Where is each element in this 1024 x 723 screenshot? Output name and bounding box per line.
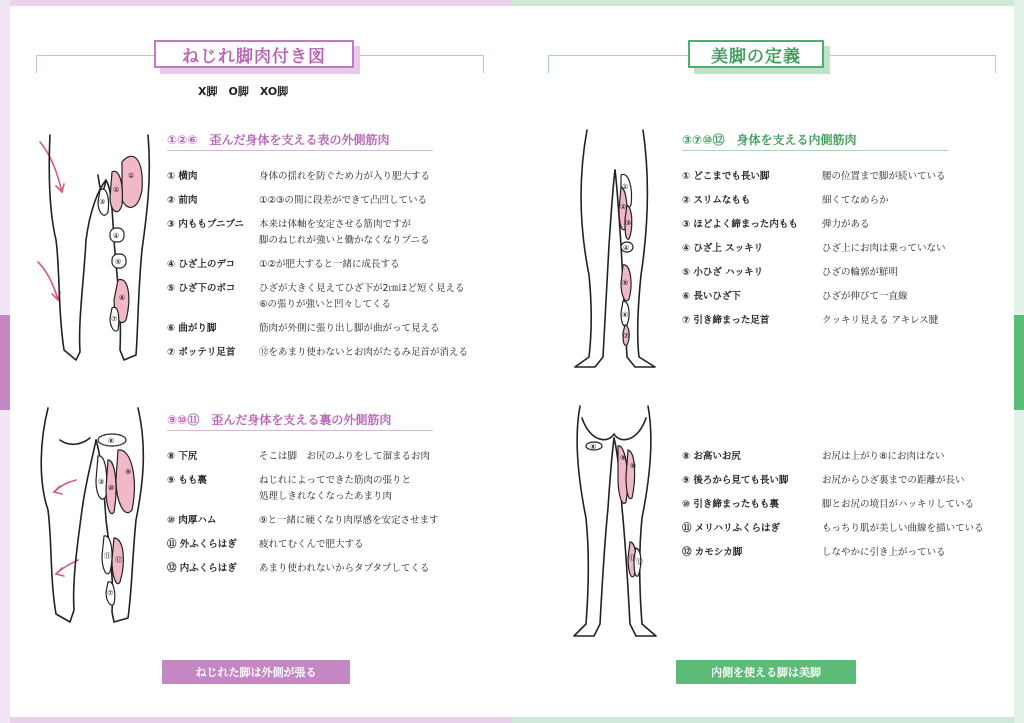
right-back-item [682, 522, 1002, 535]
right-footer-banner: 内側を使える脚は美脚 [676, 660, 856, 684]
item-label: ⑤ 小ひざ ハッキリ [682, 267, 764, 278]
figure-marker: ④ [113, 232, 120, 240]
right-back-item [682, 450, 1002, 463]
right-title-rule-tick [995, 55, 996, 73]
item-label: ⑩ 肉厚ハム [167, 515, 217, 526]
item-desc: ひざが伸びて一直線 [822, 291, 908, 302]
left-front-item [167, 346, 497, 359]
figure-marker: ⑦ [111, 315, 118, 323]
figure-marker: ⑫ [115, 556, 122, 564]
item-desc: 疲れてむくんで肥大する [259, 539, 364, 550]
right-front-heading: ③⑦⑩⑫ 身体を支える内側筋肉 [682, 133, 857, 147]
figure-marker: ⑩ [108, 484, 115, 492]
item-desc: お尻は上がり⑧にお肉はない [822, 451, 945, 462]
top-bar-right [512, 0, 1024, 6]
item-desc: もっちり肌が美しい曲線を描いている [822, 523, 984, 534]
item-desc: そこは脚 お尻のふりをして溜まるお肉 [259, 451, 431, 462]
left-front-item [167, 322, 497, 335]
item-label: ③ 内ももプニプニ [167, 219, 244, 230]
item-label: ⑥ 長いひざ下 [682, 291, 741, 302]
left-front-item [167, 282, 497, 312]
leg-types-label: X脚 O脚 XO脚 [198, 85, 289, 98]
item-desc: ①②が肥大すると一緒に成長する [259, 259, 400, 270]
top-bar-left [0, 0, 512, 6]
item-desc: ひざの輪郭が鮮明 [822, 267, 899, 278]
right-title-rule-tick [548, 55, 549, 73]
item-desc: ひざ上にお肉は乗っていない [822, 243, 946, 254]
right-back-item [682, 498, 1002, 511]
figure-marker: ⑥ [119, 294, 126, 302]
figure-marker: ④ [623, 244, 630, 252]
item-label: ③ ほどよく締まった内もも [682, 219, 798, 230]
figure-marker: ② [113, 186, 120, 194]
left-footer-banner: ねじれた脚は外側が張る [162, 660, 350, 684]
item-desc: 腰の位置まで脚が続いている [822, 171, 946, 182]
item-label: ① どこまでも長い脚 [682, 171, 770, 182]
left-front-heading-rule [167, 150, 433, 151]
muscle-10-ideal [626, 450, 635, 499]
left-back-heading-rule [167, 430, 433, 431]
figure-marker: ⑪ [104, 552, 111, 560]
figure-marker: ③ [98, 478, 105, 486]
figure-marker: ⑨ [620, 454, 627, 462]
right-front-item [682, 194, 1002, 207]
left-edge-accent [0, 315, 10, 410]
bottom-bar-right [512, 717, 1024, 723]
muscle-9 [116, 450, 134, 513]
left-back-item [167, 450, 497, 463]
item-desc: ねじれによってできた筋肉の張りと [259, 475, 412, 486]
item-label: ⑧ 下尻 [167, 451, 198, 462]
item-label: ⑦ 引き締まった足首 [682, 315, 770, 326]
item-label: ⑩ 引き締まったもも裏 [682, 499, 779, 510]
item-desc: あまり使われないからタプタプしてくる [259, 563, 430, 574]
figure-marker: ⑦ [107, 589, 114, 597]
right-back-item [682, 546, 1002, 559]
right-front-item [682, 314, 1002, 327]
item-desc: お尻からひざ裏までの距離が長い [822, 475, 965, 486]
rotation-arrow [38, 262, 58, 300]
item-desc: ひざが大きく見えてひざ下が2㎝ほど短く見える [259, 283, 465, 294]
figure-marker: ① [128, 172, 135, 180]
item-label: ① 横肉 [167, 171, 198, 182]
muscle-1 [122, 156, 142, 207]
right-front-item [682, 170, 1002, 183]
item-label: ⑫ 内ふくらはぎ [167, 563, 237, 574]
left-title-rule-tick [36, 55, 37, 73]
item-label: ② 前肉 [167, 195, 198, 206]
item-desc: ①②③の間に段差ができて凸凹している [259, 195, 428, 206]
item-desc: ⑨と一緒に硬くなり肉厚感を安定させます [259, 515, 439, 526]
ideal-legs-back-figure [560, 398, 670, 643]
item-desc: 処理しきれなくなったあまり肉 [259, 491, 393, 502]
right-front-heading-rule [682, 150, 948, 151]
figure-marker: ⑤ [622, 279, 629, 287]
item-desc: 筋肉が外側に張り出し脚が曲がって見える [259, 323, 440, 334]
left-back-item [167, 562, 497, 575]
item-desc: しなやかに引き上がっている [822, 547, 946, 558]
item-label: ⑪ 外ふくらはぎ [167, 539, 237, 550]
figure-marker: ⑧ [590, 443, 597, 451]
figure-marker: ⑪ [629, 554, 636, 562]
item-desc: 脚とお尻の境目がハッキリしている [822, 499, 975, 510]
item-label: ⑥ 曲がり脚 [167, 323, 217, 334]
right-front-item [682, 266, 1002, 279]
left-back-heading: ⑨⑩⑪ 歪んだ身体を支える裏の外側筋肉 [167, 413, 392, 427]
left-back-item [167, 538, 497, 551]
item-desc: クッキリ見える アキレス腱 [822, 315, 939, 326]
figure-marker: ② [620, 203, 627, 211]
right-front-item [682, 218, 1002, 231]
figure-marker: ③ [99, 198, 106, 206]
figure-marker: ⑥ [622, 311, 629, 319]
item-label: ⑨ もも裏 [167, 475, 207, 486]
right-page-title: 美脚の定義 [688, 40, 824, 68]
right-front-item [682, 242, 1002, 255]
figure-marker: ① [622, 183, 629, 191]
figure-marker: ⑧ [108, 437, 115, 445]
ideal-legs-front-figure [565, 125, 665, 375]
item-desc: ⑥の張りが強いと凹々してくる [259, 299, 392, 310]
item-desc: 細くてなめらか [822, 195, 889, 206]
left-back-item [167, 514, 497, 527]
item-label: ⑤ ひざ下のボコ [167, 283, 236, 294]
item-label: ② スリムなもも [682, 195, 751, 206]
right-front-item [682, 290, 1002, 303]
figure-marker: ⑫ [636, 558, 643, 566]
item-desc: 身体の揺れを防ぐため力が入り肥大する [259, 171, 431, 182]
figure-marker: ⑨ [125, 468, 132, 476]
item-label: ④ ひざ上のデコ [167, 259, 235, 270]
left-title-rule-tick [483, 55, 484, 73]
figure-marker: ⑤ [115, 258, 122, 266]
item-label: ⑪ メリハリふくらはぎ [682, 523, 781, 534]
right-edge-accent [1014, 315, 1024, 410]
item-desc: 脚のねじれが強いと働かなくなりプニる [259, 235, 430, 246]
twisted-legs-back-figure [28, 400, 158, 630]
left-front-heading: ①②⑥ 歪んだ身体を支える表の外側筋肉 [167, 133, 390, 147]
figure-marker: ⑩ [630, 462, 637, 470]
item-label: ④ ひざ上 スッキリ [682, 243, 764, 254]
bottom-bar-left [0, 717, 512, 723]
item-label: ⑧ お高いお尻 [682, 451, 741, 462]
twisted-legs-front-figure [20, 120, 160, 370]
left-page-title: ねじれ脚肉付き図 [154, 40, 354, 68]
item-label: ⑦ ポッテリ足首 [167, 347, 236, 358]
rotation-arrow [54, 480, 76, 492]
item-desc: ⑫をあまり使わないとお肉がたるみ足首が消える [259, 347, 469, 358]
item-desc: 弾力がある [822, 219, 870, 230]
left-back-item [167, 474, 497, 504]
left-front-item [167, 194, 497, 207]
left-front-item [167, 170, 497, 183]
left-front-item [167, 258, 497, 271]
item-desc: 本来は体軸を安定させる筋肉ですが [259, 219, 412, 230]
rotation-arrow [40, 142, 62, 192]
item-label: ⑨ 後ろから見ても長い脚 [682, 475, 789, 486]
right-back-item [682, 474, 1002, 487]
item-label: ⑫ カモシカ脚 [682, 547, 743, 558]
left-front-item [167, 218, 497, 248]
figure-marker: ⑦ [623, 332, 630, 340]
figure-marker: ③ [625, 219, 632, 227]
